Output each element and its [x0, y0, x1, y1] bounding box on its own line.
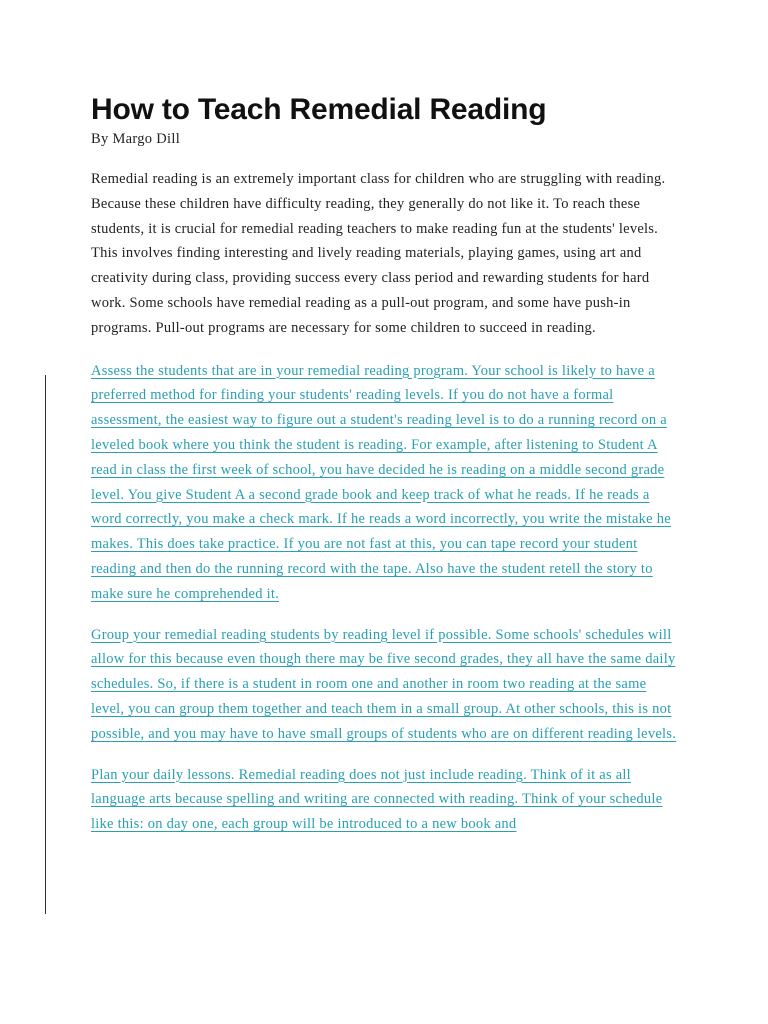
step-link-plan-lessons[interactable]: Plan your daily lessons. Remedial reading does not just include reading. Think of it as all language arts because spelling and writing are connected with reading. Think of your schedule like this: on day one, each group will be introduced to a new book and: [91, 766, 663, 833]
article-body: [91, 92, 681, 837]
intro-paragraph: Remedial reading is an extremely important class for children who are struggling with reading. Because these children have difficulty reading, they generally do not like it. To reach these students, it is crucial for remedial reading teachers to make reading fun at the students' levels. This involves finding interesting and lively reading materials, playing games, using art and creativity during class, providing success every class period and rewarding students for hard work. Some schools have remedial reading as a pull-out program, and some have push-in programs. Pull-out programs are necessary for some children to succeed in reading.: [91, 171, 666, 336]
page-title: How to Teach Remedial Reading: [91, 93, 547, 126]
step-link-group-students[interactable]: Group your remedial reading students by reading level if possible. Some schools' schedules will allow for this because even though there may be five second grades, they all have the same daily schedules. So, if there is a student in room one and another in room two reading at the same level, you can group them together and teach them in a small group. At other schools, this is not possible, and you may have to have small groups of students who are on different reading levels.: [91, 626, 677, 742]
author-byline: By Margo Dill: [91, 131, 181, 147]
margin-change-bar: [45, 375, 46, 914]
step-link-assess-students[interactable]: Assess the students that are in your remedial reading program. Your school is likely to have a preferred method for finding your students' reading levels. If you do not have a formal assessment, the easiest way to figure out a student's reading level is to do a running record on a leveled book where you think the student is reading. For example, after listening to Student A read in class the first week of school, you have decided he is reading on a middle second grade level. You give Student A a second grade book and keep track of what he reads. If he reads a word correctly, you make a check mark. If he reads a word incorrectly, you write the mistake he makes. This does take practice. If you are not fast at this, you can tape record your student reading and then do the running record with the tape. Also have the student retell the story to make sure he comprehended it.: [91, 362, 671, 602]
